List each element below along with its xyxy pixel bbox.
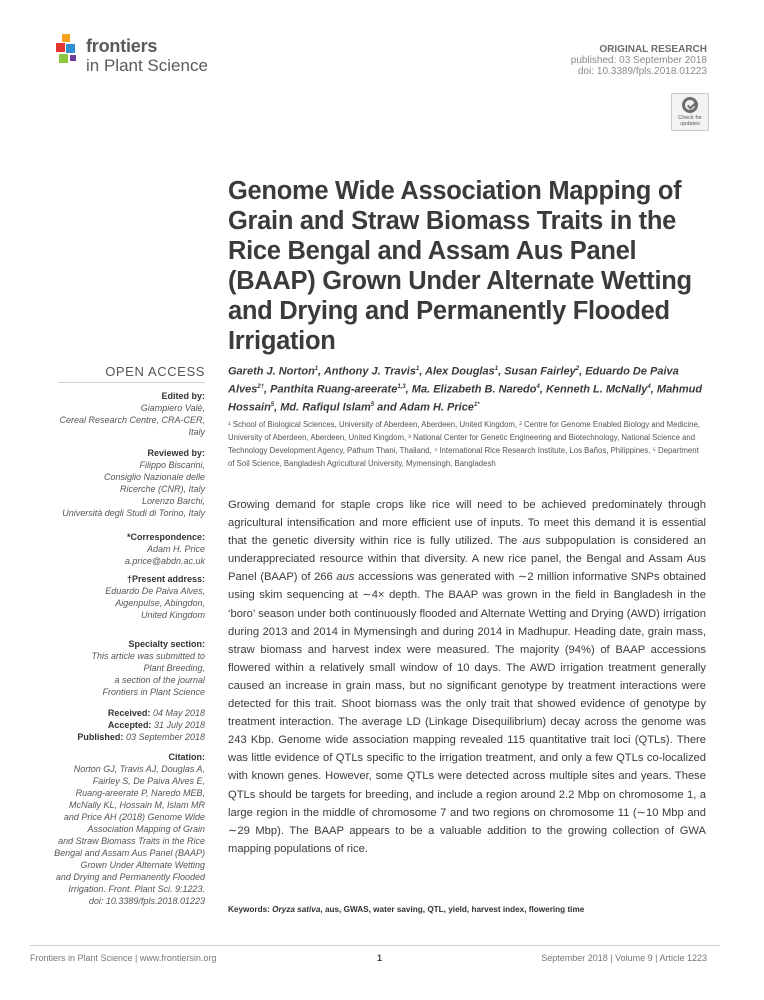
footer-journal[interactable]: Frontiers in Plant Science | www.frontiersin.org bbox=[30, 953, 217, 963]
affiliations: ¹ School of Biological Sciences, University of Aberdeen, Aberdeen, United Kingdom, ² Centre for Genome Enabled Biology and Medicine, University of Aberdeen, Aberdeen, United Kingdom, ³ National Center for Genetic Engineering and Biotechnology, National Science and Technology Development Agency, Pathum Thani, Thailand, ⁴ International Rice Research Institute, Los Baños, Philippines, ⁵ Department of Soil Science, Bangladesh Agricultural University, Mymensingh, Bangladesh bbox=[228, 420, 700, 468]
article-title: Genome Wide Association Mapping of Grain and Straw Biomass Traits in the Rice Bengal and Assam Aus Panel (BAAP) Grown Under Alternate Wetting and Drying and Permanently Flooded Irrigation bbox=[228, 177, 692, 355]
citation-line: Grown Under Alternate Wetting bbox=[80, 860, 205, 870]
author-affiliation-mark: 1 bbox=[314, 366, 319, 372]
sidebar-divider bbox=[58, 382, 205, 383]
editor-line: Italy bbox=[188, 427, 205, 437]
author-affiliation-mark: 5 bbox=[370, 402, 375, 409]
citation-line: and Straw Biomass Traits in the Rice bbox=[58, 836, 205, 846]
citation-line: Bengal and Assam Aus Panel (BAAP) bbox=[54, 848, 205, 858]
author-name[interactable]: Ma. Elizabeth B. Naredo bbox=[411, 383, 537, 396]
author-name[interactable]: Panthita Ruang-areerate bbox=[270, 383, 398, 396]
article-header-info bbox=[571, 44, 707, 77]
specialty-line: a section of the journal bbox=[114, 675, 205, 685]
accepted-label: Accepted: bbox=[107, 720, 152, 730]
citation-label: Citation: bbox=[168, 752, 205, 762]
reviewer-line: Filippo Biscarini, bbox=[139, 460, 205, 470]
keyword-italic: Oryza sativa bbox=[272, 905, 321, 914]
reviewer-line: Ricerche (CNR), Italy bbox=[119, 484, 205, 494]
published-date-side: 03 September 2018 bbox=[125, 732, 205, 742]
footer-issue: September 2018 | Volume 9 | Article 1223 bbox=[541, 953, 707, 963]
address-line: Eduardo De Paiva Alves, bbox=[105, 586, 205, 596]
keywords-list: , aus, GWAS, water saving, QTL, yield, harvest index, flowering time bbox=[320, 905, 585, 914]
dates-section bbox=[30, 707, 205, 743]
reviewed-by-section bbox=[30, 447, 205, 519]
journal-name-line1: frontiers bbox=[86, 36, 158, 56]
citation-doi[interactable]: doi: 10.3389/fpls.2018.01223 bbox=[88, 896, 205, 906]
abstract bbox=[228, 496, 706, 858]
published-label: Published: bbox=[77, 732, 124, 742]
specialty-label: Specialty section: bbox=[128, 639, 205, 649]
author-affiliation-mark: 1,3 bbox=[397, 384, 406, 391]
author-list: Gareth J. Norton$^1$, Anthony J. Travis$^1$, Alex Douglas$^1$, Susan Fairley$^2$, Eduardo De Paiva Alves$^{2\dagger}$, Panthita Ruang-areerate$^{1,3}$, Ma. Elizabeth B. Naredo$^4$, Kenneth L. McNally$^4$, Mahmud Hossain$^5$, Md. Rafiqul Islam$^5$ and Adam H. Price$^{1*}$ bbox=[228, 365, 703, 414]
received-date: 04 May 2018 bbox=[152, 708, 205, 718]
editor-line: Cereal Research Centre, CRA-CER, bbox=[59, 415, 205, 425]
author-name[interactable]: Gareth J. Norton bbox=[228, 365, 315, 378]
abstract-text: Growing demand for staple crops like rice will need to be achieved predominately through agricultural intensification and more efficient use of inputs. To meet this demand it is essential that the genetic diversity within rice is fully utilized. The bbox=[228, 499, 706, 548]
published-date: published: 03 September 2018 bbox=[570, 55, 707, 66]
citation-line: Association Mapping of Grain bbox=[87, 824, 205, 834]
citation-line: McNally KL, Hossain M, Islam MR bbox=[68, 800, 205, 810]
author-name[interactable]: Kenneth L. McNally bbox=[545, 383, 648, 396]
address-line: United Kingdom bbox=[140, 610, 205, 620]
present-address-section bbox=[30, 573, 205, 621]
author-name[interactable]: Adam H. Price bbox=[399, 401, 474, 414]
address-line: Aigenpulse, Abingdon, bbox=[115, 598, 205, 608]
footer-divider bbox=[30, 945, 720, 946]
check-for-updates-badge[interactable] bbox=[671, 93, 709, 131]
edited-by-label: Edited by: bbox=[161, 391, 205, 401]
citation-line: and Price AH (2018) Genome Wide bbox=[63, 812, 205, 822]
author-name[interactable]: Eduardo De Paiva Alves bbox=[228, 365, 679, 396]
editor-line: Giampiero Valè, bbox=[140, 403, 205, 413]
abstract-italic-term: aus bbox=[522, 535, 541, 548]
author-name[interactable]: Mahmud Hossain bbox=[228, 383, 703, 414]
correspondence-section bbox=[30, 531, 205, 567]
page-number: 1 bbox=[377, 953, 383, 963]
author-affiliation-mark: 1 bbox=[415, 366, 420, 372]
citation-line: Irrigation. Front. Plant Sci. 9:1223. bbox=[68, 884, 205, 894]
accepted-date: 31 July 2018 bbox=[153, 720, 205, 730]
specialty-line: Plant Breeding, bbox=[143, 663, 205, 673]
check-updates-label: Check for updates bbox=[678, 115, 702, 127]
abstract-text: accessions was generated with ∼2 million informative SNPs obtained using skim sequencing at ∼4× depth. The BAAP was grown in the field in Bangladesh in the ‘boro’ season under both continuously flooded and Alternate Wetting and Drying (AWD) irrigation during 2013 and 2014 in Mymensingh and during 2014 in Madhupur. Heading date, grain mass, straw biomass and harvest index were measured. The majority (94%) of BAAP accessions flowered within a relatively small window of 10 days. The AWD irrigation treatment generally caused an increase in grain mass, but no significant genotype by treatment interactions were detected for this trait. Shoot biomass was the only trait that showed evidence of genotype by treatment interaction. The average LD (Linkage Disequilibrium) decay across the genome was 243 Kbp. Genome wide association mapping revealed 115 quantitative trait loci (QTLs). There was little evidence of QTLs specific to the irrigation treatment, and only a few QTLs co-localized with known genes. However, some QTLs were detected across multiple sites and years. These QTLs should be targets for breeding, and include a region around 2.2 Mbp on chromosome 1, a large region in the middle of chromosome 7 and two regions on chromosome 11 (∼10 Mbp and ∼29 Mbp). The BAAP appears to be a valuable addition to the growing collection of GWA mapping populations of rice. bbox=[228, 571, 707, 855]
frontiers-logo-icon bbox=[56, 34, 82, 64]
present-address-label: †Present address: bbox=[126, 574, 205, 584]
correspondent-name: Adam H. Price bbox=[146, 544, 205, 554]
check-updates-icon bbox=[682, 97, 698, 113]
keywords-label: Keywords: bbox=[228, 905, 273, 914]
journal-logo[interactable] bbox=[56, 34, 216, 80]
received-label: Received: bbox=[107, 708, 151, 718]
open-access-label: OPEN ACCESS bbox=[105, 364, 205, 379]
author-affiliation-mark: 5 bbox=[270, 402, 275, 409]
specialty-line: This article was submitted to bbox=[91, 651, 205, 661]
correspondence-label: *Correspondence: bbox=[126, 532, 205, 542]
citation-line: and Drying and Permanently Flooded bbox=[55, 872, 205, 882]
author-affiliation-mark: 2 bbox=[575, 366, 580, 372]
author-name[interactable]: Anthony J. Travis bbox=[323, 365, 416, 378]
reviewer-line: Lorenzo Barchi, bbox=[141, 496, 205, 506]
article-type: ORIGINAL RESEARCH bbox=[599, 44, 707, 55]
citation-line: Fairley S, De Paiva Alves E, bbox=[92, 776, 205, 786]
correspondent-email[interactable]: a.price@abdn.ac.uk bbox=[124, 556, 205, 566]
author-name[interactable]: Alex Douglas bbox=[425, 365, 495, 378]
abstract-text: subpopulation is considered an underappreciated resource within that diversity. A new rice panel, the Bengal and Assam Aus Panel (BAAP) of 266 bbox=[228, 535, 707, 584]
author-affiliation-mark: 2† bbox=[257, 384, 265, 391]
citation-line: Ruang-areerate P, Naredo MEB, bbox=[75, 788, 205, 798]
journal-name-line2: in Plant Science bbox=[86, 56, 208, 75]
specialty-line: Frontiers in Plant Science bbox=[102, 687, 205, 697]
citation-section bbox=[30, 751, 205, 907]
citation-line: Norton GJ, Travis AJ, Douglas A, bbox=[73, 764, 205, 774]
edited-by-section bbox=[30, 390, 205, 438]
author-affiliation-mark: 4 bbox=[647, 384, 651, 391]
author-affiliation-mark: 4 bbox=[536, 384, 540, 391]
author-affiliation-mark: 1* bbox=[473, 402, 480, 409]
author-affiliation-mark: 1 bbox=[494, 366, 499, 372]
author-name[interactable]: Susan Fairley bbox=[504, 365, 576, 378]
author-name[interactable]: Md. Rafiqul Islam bbox=[280, 401, 371, 414]
reviewed-by-label: Reviewed by: bbox=[147, 448, 205, 458]
article-doi[interactable]: doi: 10.3389/fpls.2018.01223 bbox=[578, 66, 707, 77]
abstract-italic-term: aus bbox=[336, 571, 355, 584]
reviewer-line: Consiglio Nazionale delle bbox=[103, 472, 205, 482]
keywords bbox=[228, 905, 708, 914]
reviewer-line: Università degli Studi di Torino, Italy bbox=[62, 508, 205, 518]
specialty-section bbox=[30, 638, 205, 698]
